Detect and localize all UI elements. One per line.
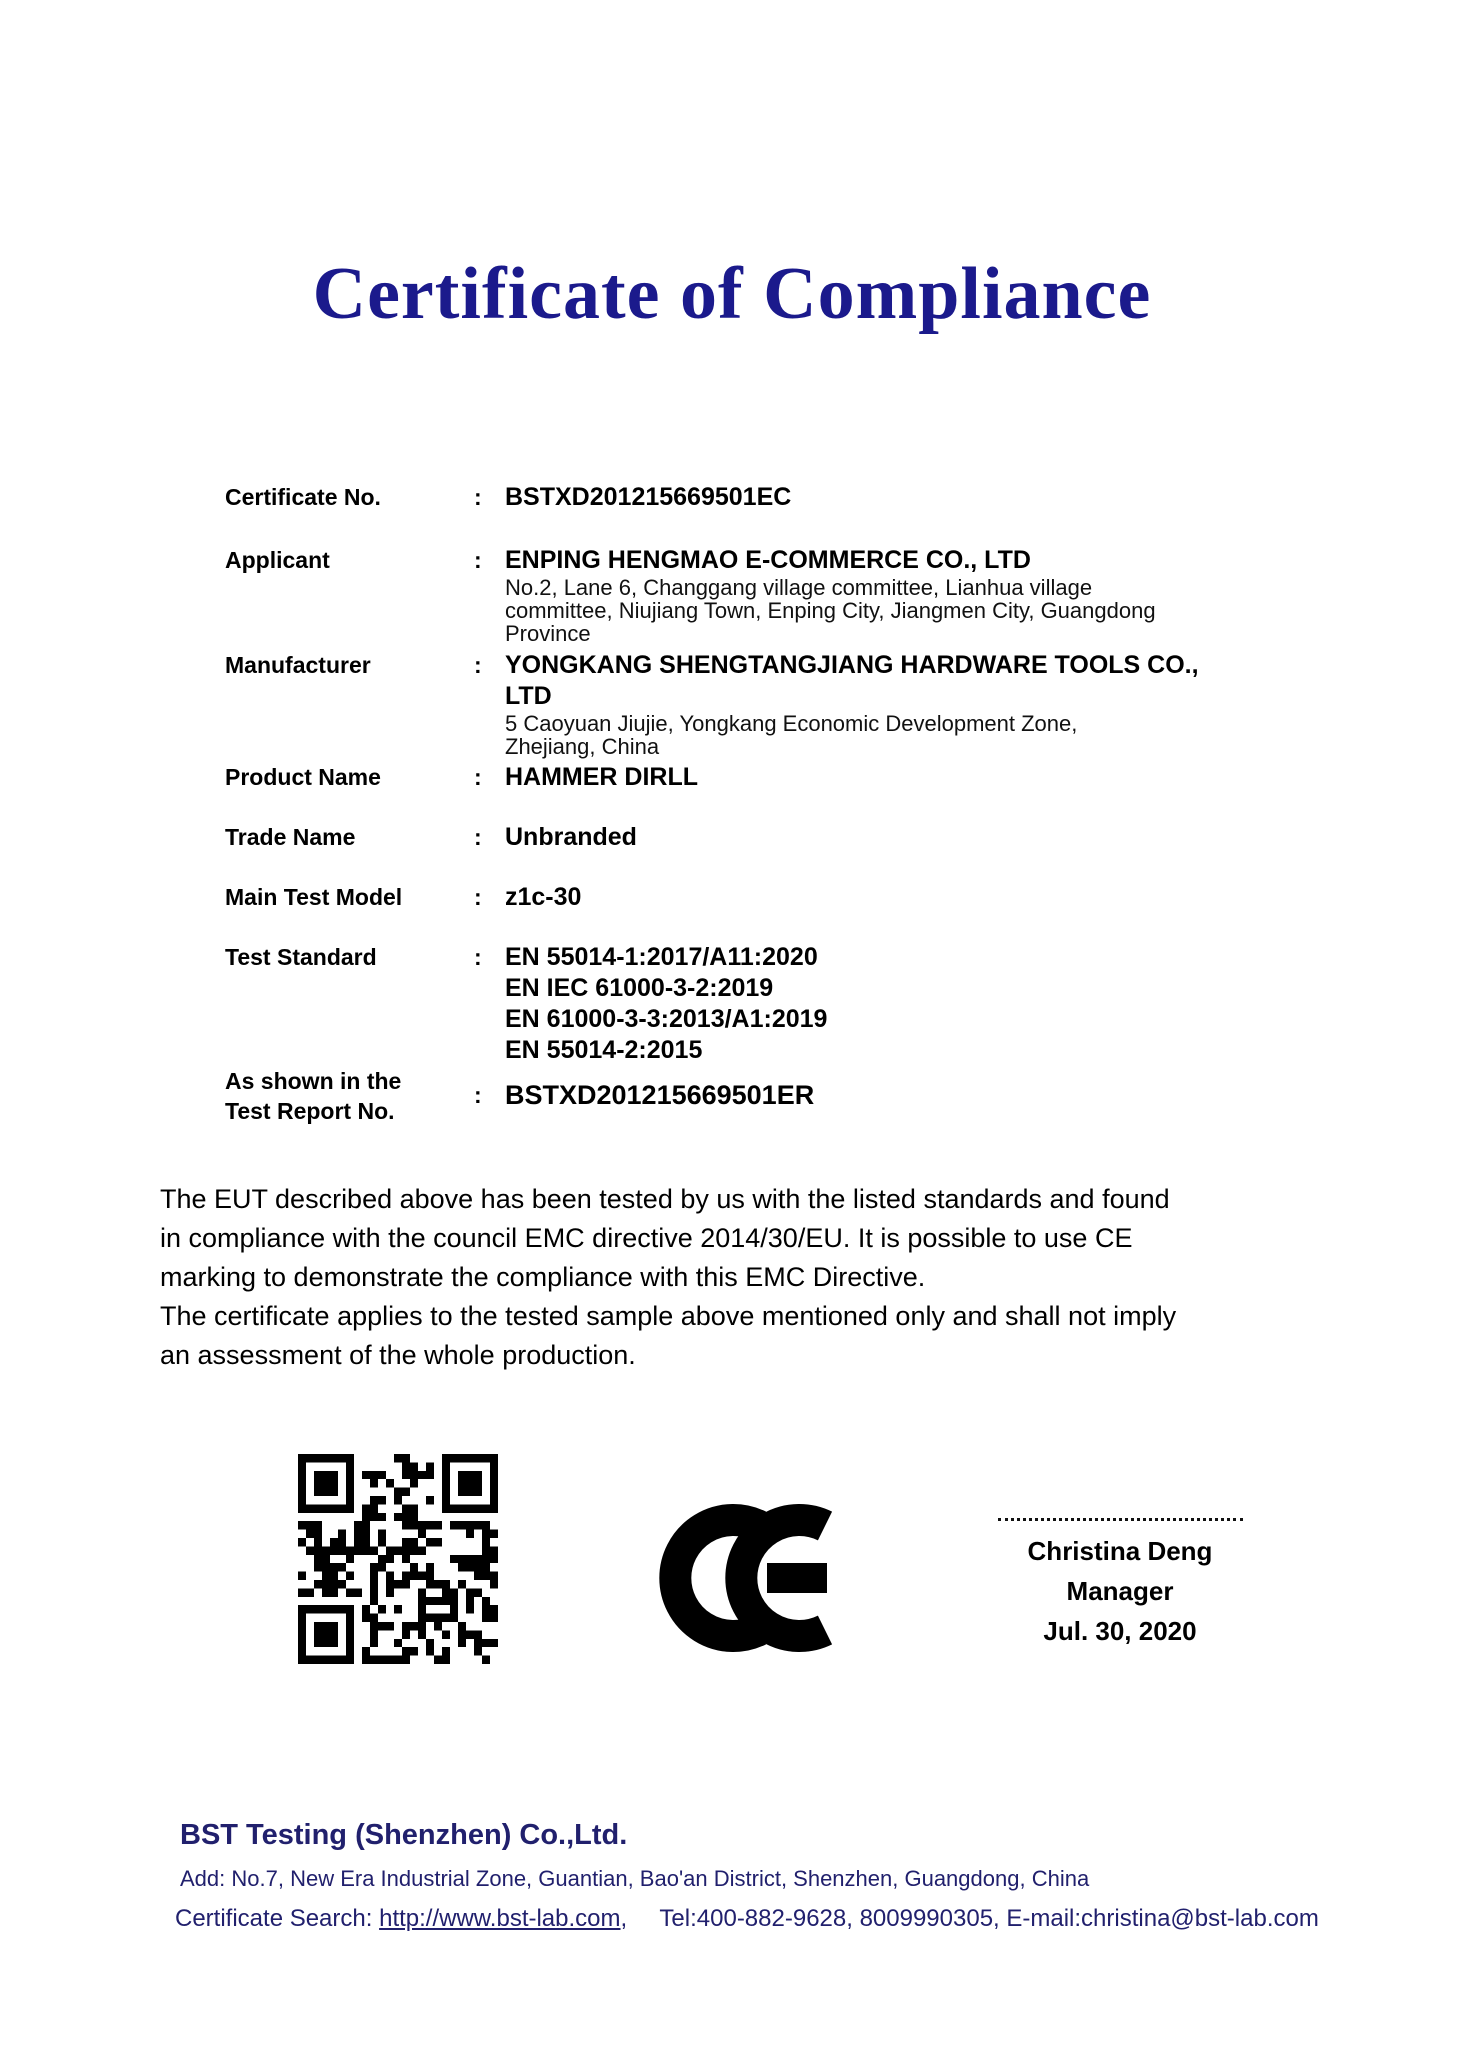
test-standard-line: EN 55014-2:2015 <box>505 1036 703 1064</box>
paragraph-line: an assessment of the whole production. <box>160 1340 636 1370</box>
test-standard-line: EN 61000-3-3:2013/A1:2019 <box>505 1005 828 1033</box>
manufacturer-name-line2: LTD <box>505 682 552 710</box>
address-line: 5 Caoyuan Jiujie, Yongkang Economic Development Zone, <box>505 711 1078 736</box>
test-report-number: BSTXD201215669501ER <box>505 1080 815 1110</box>
colon: : <box>474 484 482 510</box>
product-name: HAMMER DIRLL <box>505 763 699 791</box>
search-separator: , <box>620 1905 628 1932</box>
qr-code-icon <box>298 1454 498 1664</box>
colon: : <box>474 547 482 573</box>
footer-company-name: BST Testing (Shenzhen) Co.,Ltd. <box>180 1819 628 1851</box>
info-label: Manufacturer <box>225 652 371 678</box>
paragraph-line: in compliance with the council EMC directive 2014/30/EU. It is possible to use CE <box>160 1223 1133 1253</box>
footer <box>0 1818 1464 1933</box>
signature-block <box>985 1505 1255 1651</box>
info-label: Trade Name <box>225 824 356 850</box>
certificate-search-link[interactable]: http://www.bst-lab.com <box>379 1905 621 1932</box>
paragraph-line: The EUT described above has been tested by us with the listed standards and found <box>160 1184 1170 1214</box>
info-label: Main Test Model <box>225 884 403 910</box>
info-label: Test Standard <box>225 944 377 970</box>
colon: : <box>474 884 482 910</box>
body-paragraph <box>160 1180 1340 1375</box>
paragraph-line: The certificate applies to the tested sample above mentioned only and shall not imply <box>160 1301 1177 1331</box>
signatory-name: Christina Deng <box>1027 1536 1213 1566</box>
main-test-model: z1c-30 <box>505 883 582 911</box>
colon: : <box>474 944 482 970</box>
test-standard-line: EN 55014-1:2017/A11:2020 <box>505 943 818 971</box>
signatory-role: Manager <box>1066 1576 1174 1606</box>
certificate-search-label: Certificate Search: <box>175 1905 373 1932</box>
info-label-line1: As shown in the <box>225 1068 402 1094</box>
address-line: committee, Niujiang Town, Enping City, Jiangmen City, Guangdong <box>505 598 1156 623</box>
footer-contact: Tel:400-882-9628, 8009990305, E-mail:christina@bst-lab.com <box>659 1905 1319 1932</box>
certificate-number: BSTXD201215669501EC <box>505 483 792 511</box>
address-line: Zhejiang, China <box>505 734 660 759</box>
colon: : <box>474 764 482 790</box>
trade-name: Unbranded <box>505 823 637 851</box>
manufacturer-name: YONGKANG SHENGTANGJIANG HARDWARE TOOLS CO., <box>505 651 1199 679</box>
footer-certificate-search <box>175 1905 1464 1933</box>
signature-date: Jul. 30, 2020 <box>1043 1616 1197 1646</box>
ce-mark-icon <box>640 1492 840 1664</box>
colon: : <box>474 652 482 678</box>
colon: : <box>474 1082 482 1108</box>
info-label <box>225 1066 470 1126</box>
info-label: Product Name <box>225 764 381 790</box>
info-label: Applicant <box>225 547 330 573</box>
info-label: Certificate No. <box>225 484 381 510</box>
paragraph-line: marking to demonstrate the compliance with this EMC Directive. <box>160 1262 926 1292</box>
test-standard-line: EN IEC 61000-3-2:2019 <box>505 974 774 1002</box>
footer-address: Add: No.7, New Era Industrial Zone, Guantian, Bao'an District, Shenzhen, Guangdong, China <box>180 1866 1090 1891</box>
colon: : <box>474 824 482 850</box>
address-line: No.2, Lane 6, Changgang village committee, Lianhua village <box>505 575 1093 600</box>
applicant-name: ENPING HENGMAO E-COMMERCE CO., LTD <box>505 546 1031 574</box>
certificate-title: Certificate of Compliance <box>312 253 1152 335</box>
signature-dotted-line <box>998 1505 1243 1521</box>
info-label-line2: Test Report No. <box>225 1098 395 1124</box>
address-line: Province <box>505 621 591 646</box>
